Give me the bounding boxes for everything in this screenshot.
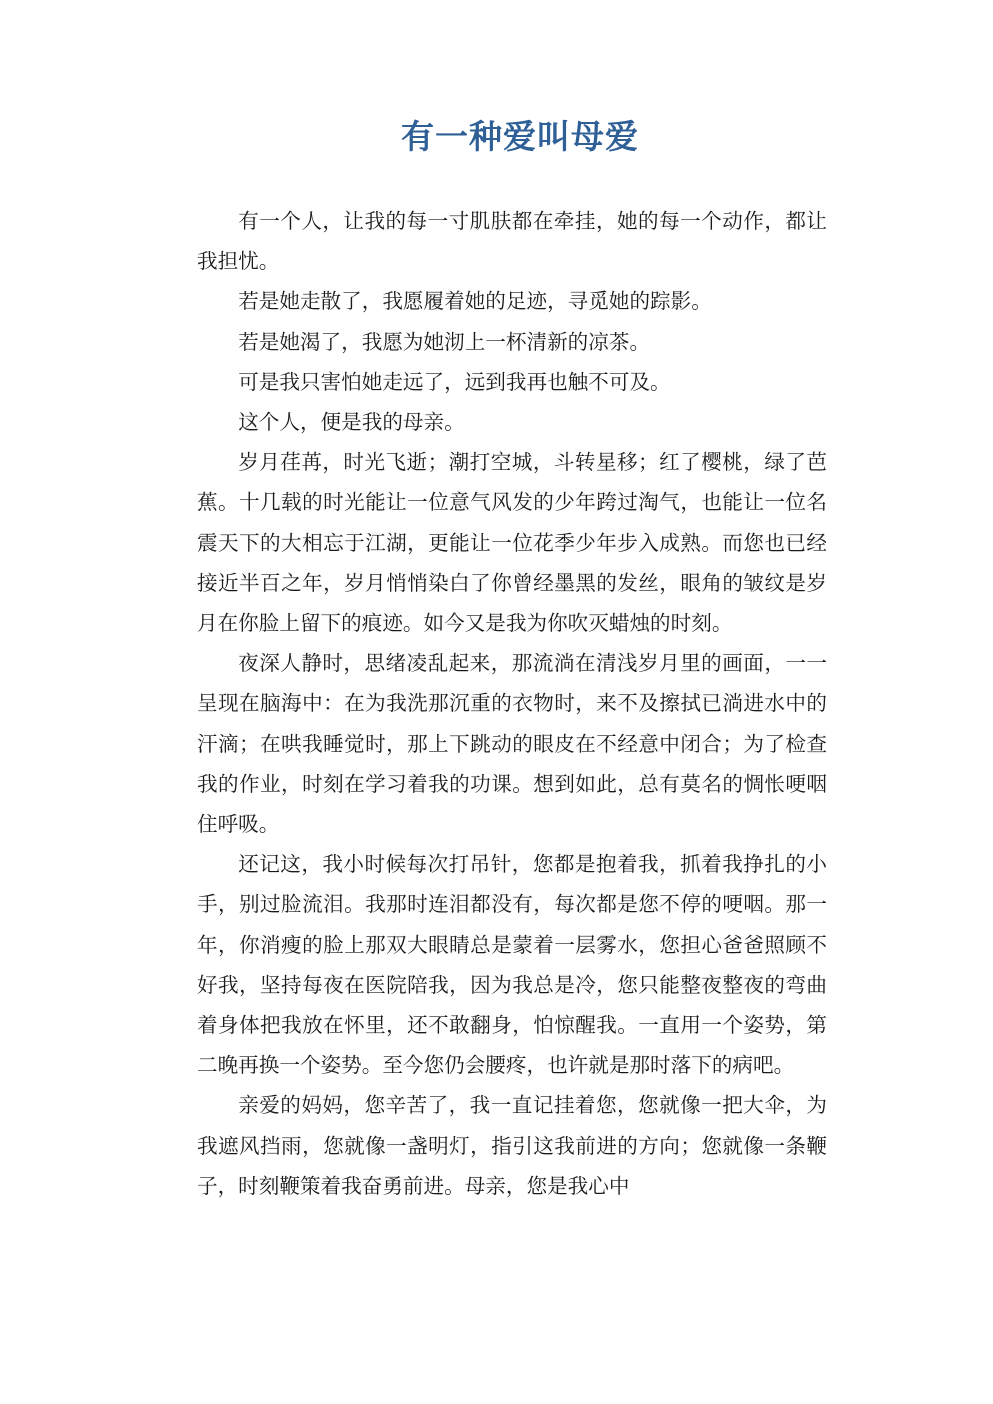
paragraph: 若是她渴了，我愿为她沏上一杯清新的凉茶。 xyxy=(238,329,651,354)
paragraph: 亲爱的妈妈，您辛苦了，我一直记挂着您，您就像一把大伞，为我遮风挡雨，您就像一盏明灯，指引这我前进的方向；您就像一条鞭子，时刻鞭策着我奋勇前进。母亲，您是我心中 xyxy=(197,1093,827,1198)
paragraph: 有一个人，让我的每一寸肌肤都在牵挂，她的每一个动作，都让我担忧。 xyxy=(197,209,827,274)
paragraph: 可是我只害怕她走远了，远到我再也触不可及。 xyxy=(238,369,671,394)
paragraph: 这个人，便是我的母亲。 xyxy=(238,410,465,435)
paragraph: 若是她走散了，我愿履着她的足迹，寻觅她的踪影。 xyxy=(238,289,712,314)
document-title: 有一种爱叫母爱 xyxy=(401,117,639,156)
document-body xyxy=(197,201,827,1206)
paragraph: 夜深人静时，思绪凌乱起来，那流淌在清浅岁月里的画面，一一呈现在脑海中：在为我洗那沉重的衣物时，来不及擦拭已淌进水中的汗滴；在哄我睡觉时，那上下跳动的眼皮在不经意中闭合；为了检查我的作业，时刻在学习着我的功课。想到如此，总有莫名的惆怅哽咽住呼吸。 xyxy=(197,651,827,837)
paragraph: 还记这，我小时候每次打吊针，您都是抱着我，抓着我挣扎的小手，别过脸流泪。我那时连泪都没有，每次都是您不停的哽咽。那一年，你消瘦的脸上那双大眼睛总是蒙着一层雾水，您担心爸爸照顾不好我，坚持每夜在医院陪我，因为我总是冷，您只能整夜整夜的弯曲着身体把我放在怀里，还不敢翻身，怕惊醒我。一直用一个姿势，第二晚再换一个姿势。至今您仍会腰疼，也许就是那时落下的病吧。 xyxy=(197,852,827,1078)
paragraph: 岁月荏苒，时光飞逝；潮打空城，斗转星移；红了樱桃，绿了芭蕉。十几载的时光能让一位意气风发的少年跨过淘气，也能让一位名震天下的大相忘于江湖，更能让一位花季少年步入成熟。而您也已经接近半百之年，岁月悄悄染白了你曾经墨黑的发丝，眼角的皱纹是岁月在你脸上留下的痕迹。如今又是我为你吹灭蜡烛的时刻。 xyxy=(197,450,827,636)
